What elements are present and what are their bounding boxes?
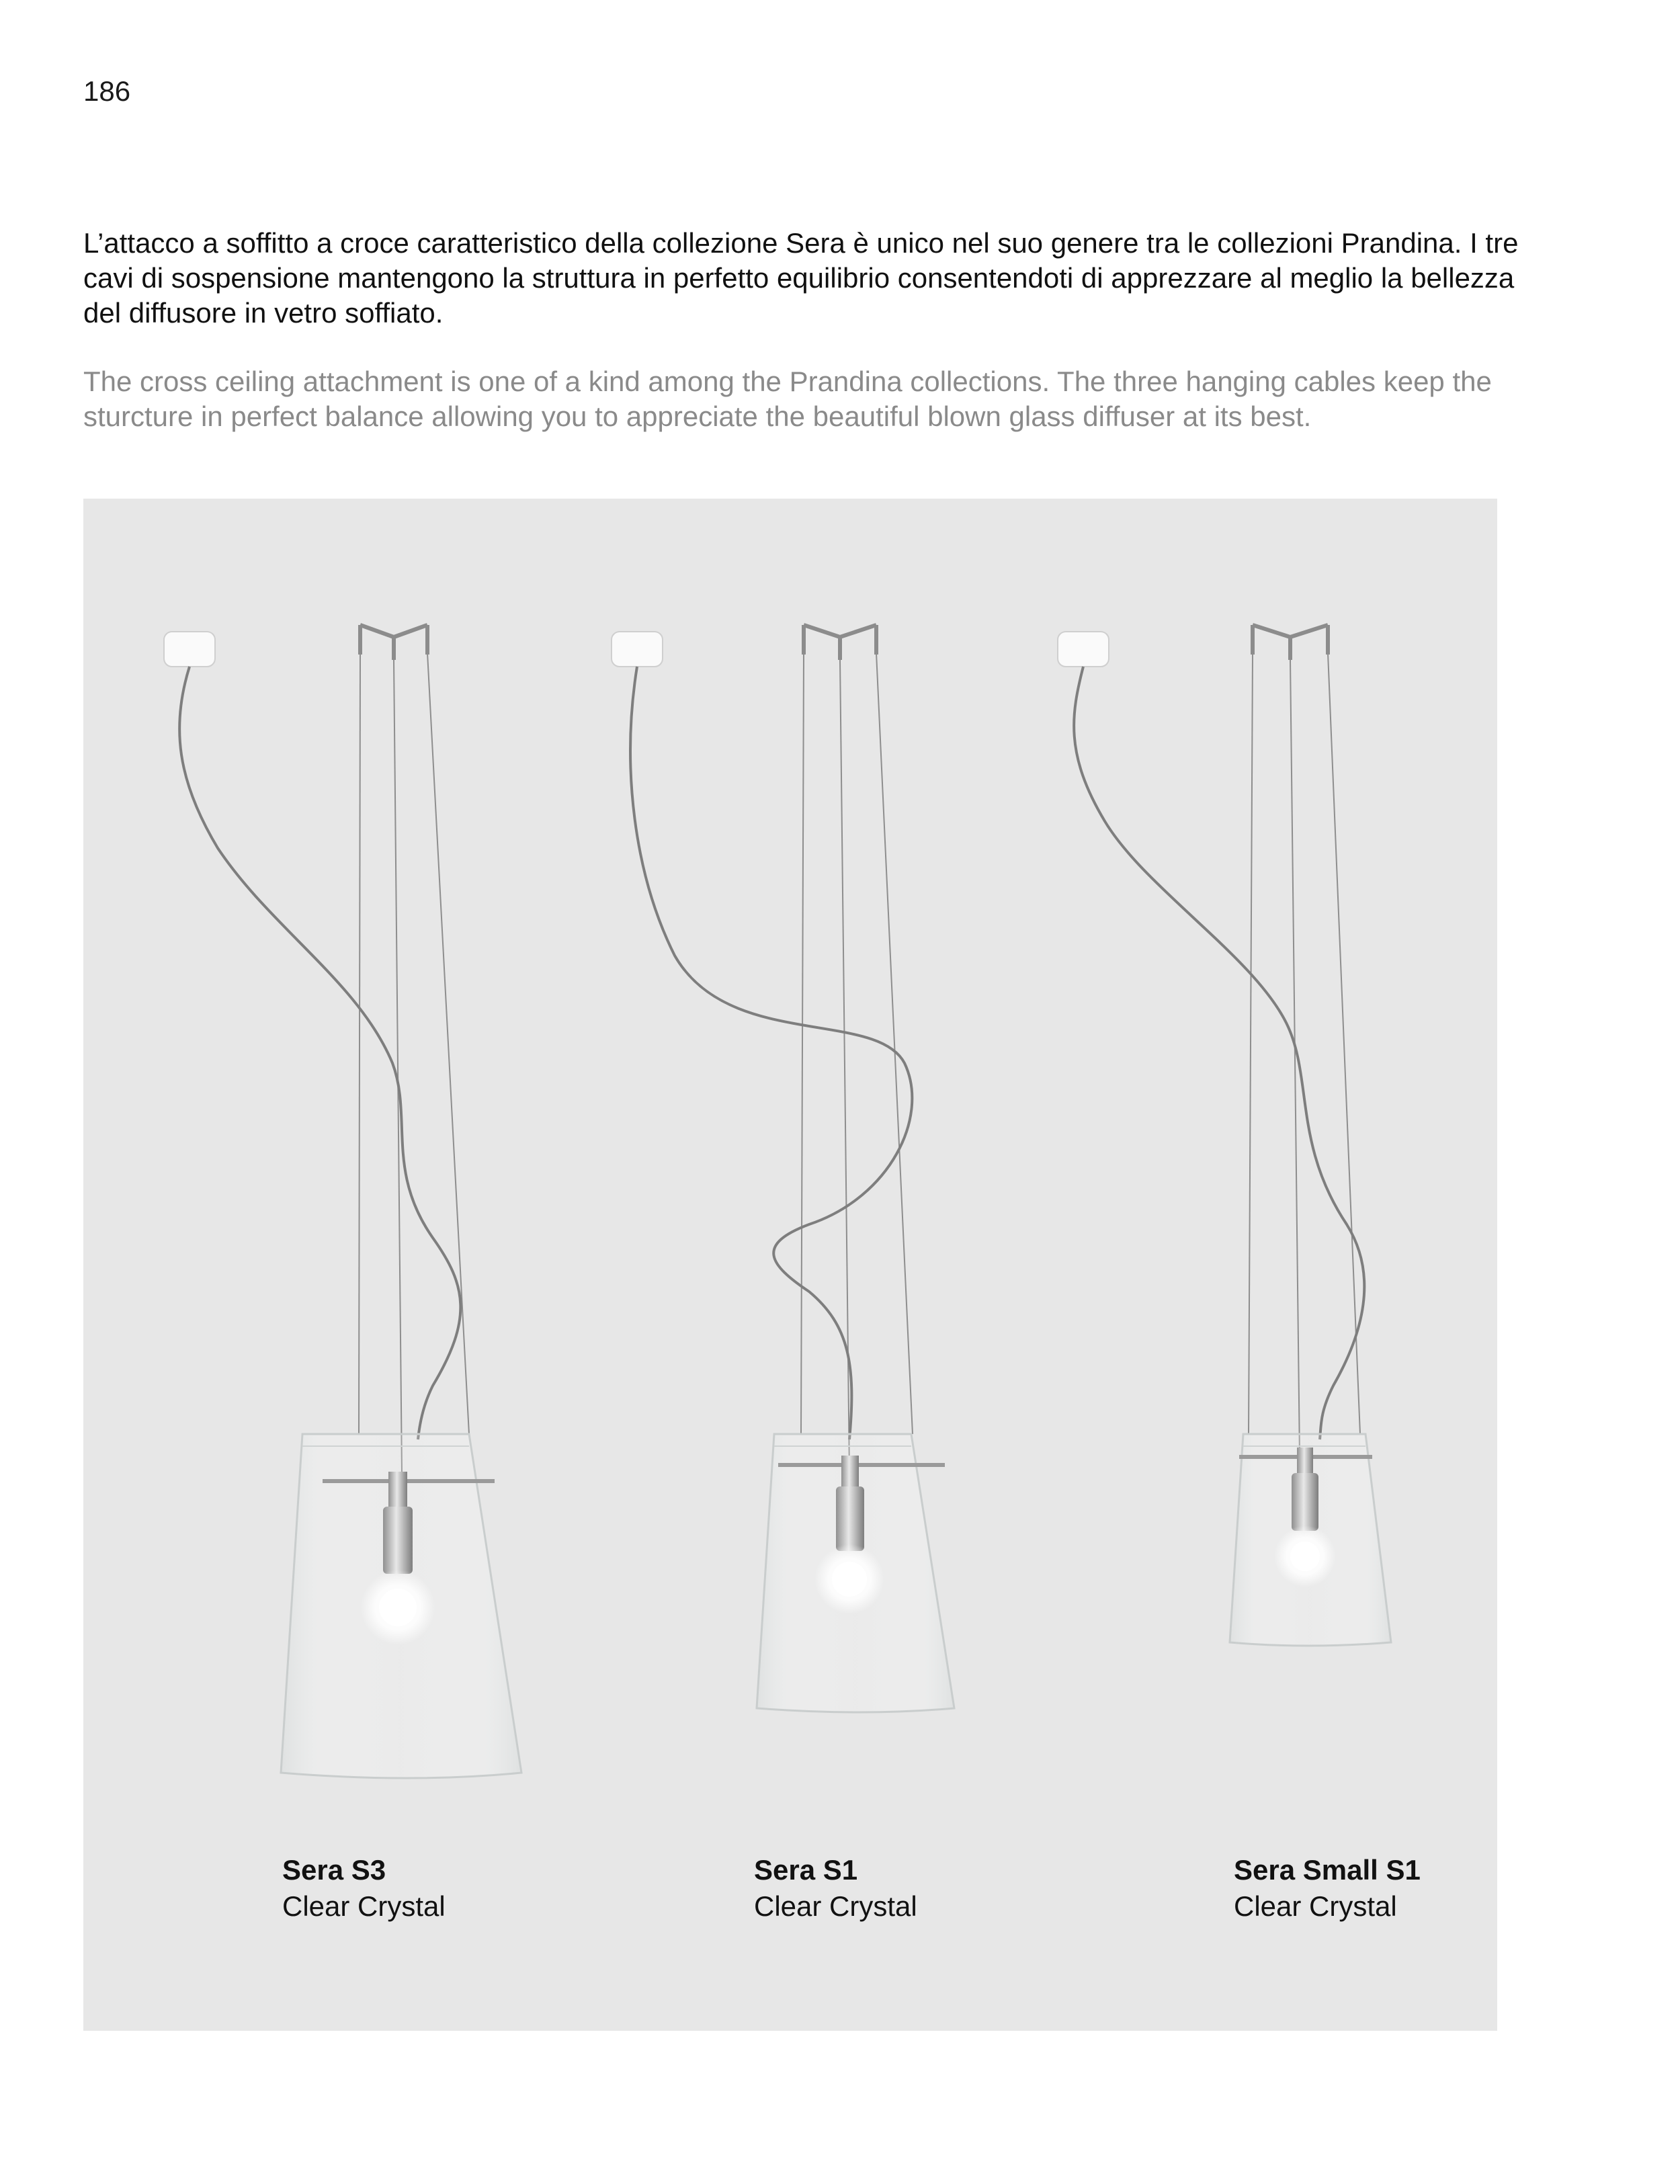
suspension-cable [801, 653, 804, 1434]
pendant-lamps-illustration [83, 499, 1497, 2031]
lamp-sera-s1 [612, 625, 954, 1712]
power-cable [630, 667, 912, 1439]
suspension-cable [359, 653, 360, 1434]
page-number: 186 [83, 75, 131, 107]
product-finish: Clear Crystal [1234, 1890, 1397, 1922]
suspension-cable [427, 653, 469, 1434]
ceiling-rose [612, 632, 663, 667]
intro-italian: L’attacco a soffitto a croce caratteristico della collezione Sera è unico nel suo genere tra le collezioni Prandina. I tre cavi di sospensione mantengono la struttura in perfetto equilibrio consentendoti di apprezzare al meglio la bellezza del diffusore in vetro soffiato. [83, 227, 1519, 329]
cross-ceiling-attachment [1253, 625, 1328, 660]
product-name: Sera Small S1 [1234, 1854, 1421, 1886]
ceiling-rose [1058, 632, 1109, 667]
caption-sera-s3 [282, 1852, 446, 1925]
product-finish: Clear Crystal [754, 1890, 917, 1922]
suspension-cable [1328, 653, 1360, 1434]
intro-english: The cross ceiling attachment is one of a kind among the Prandina collections. The three hanging cables keep the sturcture in perfect balance allowing you to appreciate the beautiful blown glass diffuser at its best. [83, 366, 1492, 432]
caption-sera-small-s1 [1234, 1852, 1421, 1925]
cross-ceiling-attachment [360, 625, 427, 660]
product-finish: Clear Crystal [282, 1890, 446, 1922]
cross-ceiling-attachment [804, 625, 876, 660]
lamp-sera-s3 [164, 625, 521, 1778]
product-name: Sera S3 [282, 1854, 386, 1886]
power-cable [179, 667, 460, 1439]
product-photo [83, 499, 1497, 2031]
power-cable [1074, 667, 1364, 1439]
suspension-cable [1249, 653, 1253, 1434]
product-name: Sera S1 [754, 1854, 858, 1886]
caption-sera-s1 [754, 1852, 917, 1925]
lamp-sera-small-s1 [1058, 625, 1391, 1646]
ceiling-rose [164, 632, 215, 667]
